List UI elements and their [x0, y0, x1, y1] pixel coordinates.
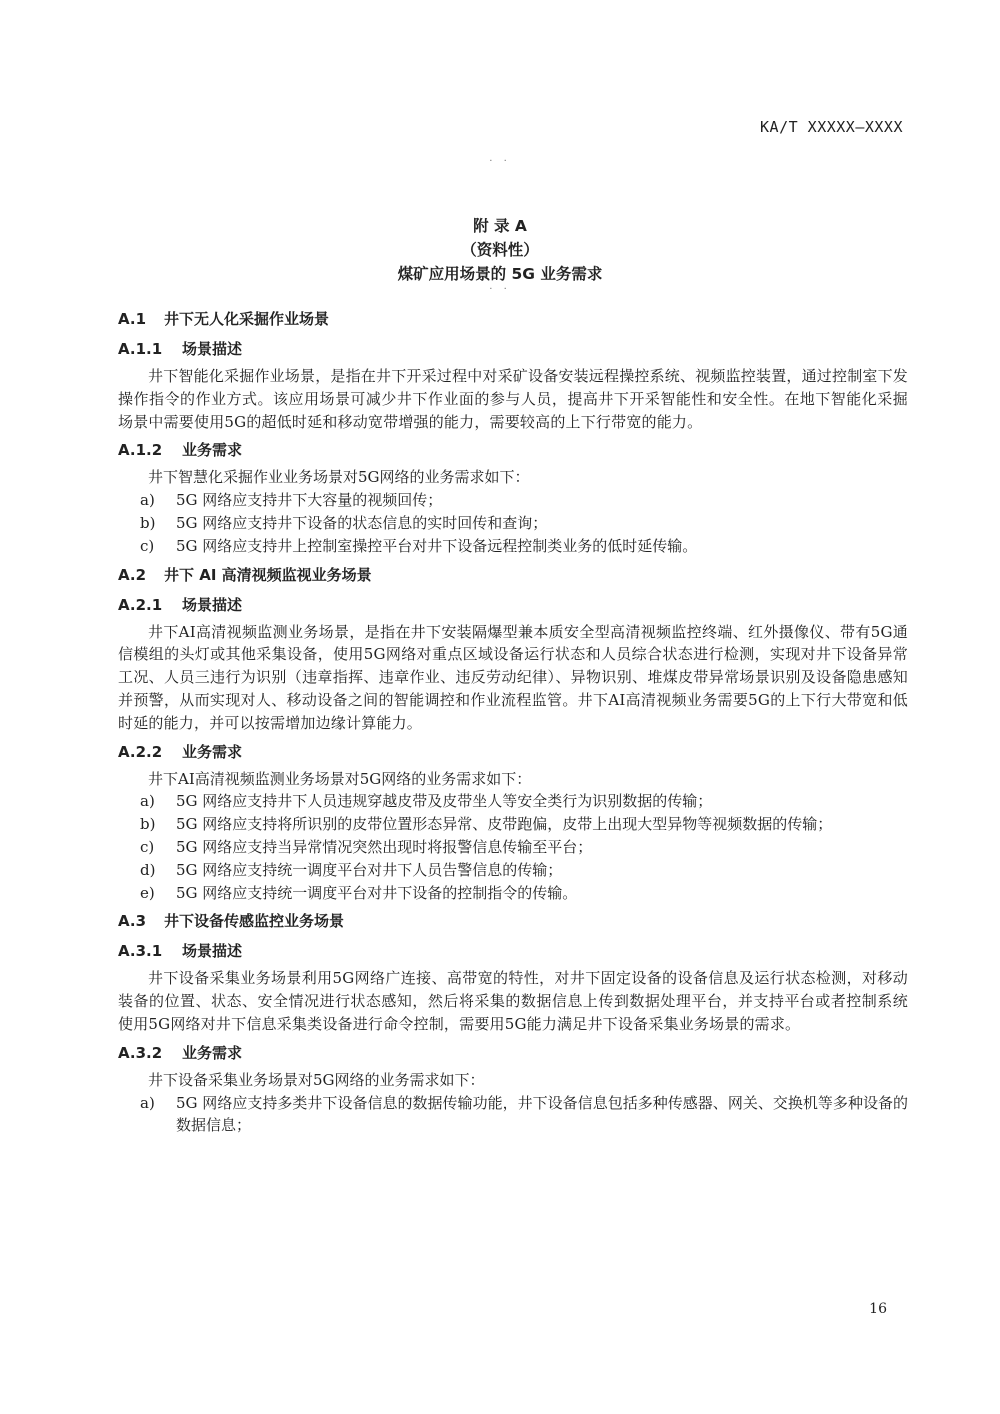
subsection-number: A.3.2	[118, 1043, 163, 1062]
list-item	[118, 859, 908, 882]
list-marker: a)	[140, 1093, 155, 1112]
subsection-title: 业务需求	[182, 742, 243, 761]
list-text: 5G 网络应支持将所识别的皮带位置形态异常、皮带跑偏，皮带上出现大型异物等视频数据的传输；	[176, 815, 833, 834]
scenario-description: 井下设备采集业务场景利用5G网络广连接、高带宽的特性，对井下固定设备的设备信息及运行状态检测，对移动装备的位置、状态、安全情况进行状态感知，然后将采集的数据信息上传到数据处理平台，并支持平台或者控制系统使用5G网络对井下信息采集类设备进行命令控制，需要用5G能力满足井下设备采集业务场景的需求。	[118, 969, 908, 1033]
list-text: 5G 网络应支持井上控制室操控平台对井下设备远程控制类业务的低时延传输。	[176, 536, 698, 555]
list-item	[118, 836, 908, 859]
subsection-heading	[118, 438, 908, 462]
list-marker: b)	[140, 513, 156, 532]
appendix-subtitle: 煤矿应用场景的 5G 业务需求	[397, 265, 603, 283]
scenario-description: 井下AI高清视频监测业务场景，是指在井下安装隔爆型兼本质安全型高清视频监控终端、红外摄像仪、带有5G通信模组的头灯或其他采集设备，使用5G网络对重点区域设备运行状态和人员综合状态进行检测，实现对井下设备异常工况、人员三违行为识别（违章指挥、违章作业、违反劳动纪律）、异物识别、堆煤皮带异常场景识别及设备隐患感知并预警，从而实现对人、移动设备之间的智能调控和作业流程监管。井下AI高清视频业务需要5G的上下行大带宽和低时延的能力，并可以按需增加边缘计算能力。	[118, 622, 908, 732]
section-number: A.3	[118, 912, 147, 931]
list-item	[118, 535, 908, 558]
decorative-dots: · ·	[489, 284, 511, 295]
list-marker: a)	[140, 491, 155, 510]
list-text: 5G 网络应支持统一调度平台对井下人员告警信息的传输；	[176, 860, 563, 879]
list-marker: c)	[140, 536, 155, 555]
requirements-intro: 井下AI高清视频监测业务场景对5G网络的业务需求如下：	[148, 769, 532, 788]
list-item	[118, 1092, 908, 1138]
scenario-description: 井下智能化采掘作业场景，是指在井下开采过程中对采矿设备安装远程操控系统、视频监控装置，通过控制室下发操作指令的作业方式。该应用场景可减少井下作业面的参与人员，提高井下开采智能性和安全性。在地下智能化采掘场景中需要使用5G的超低时延和移动宽带增强的能力，需要较高的上下行带宽的能力。	[118, 367, 909, 431]
list-marker: d)	[140, 860, 156, 879]
list-marker: c)	[140, 837, 155, 856]
subsection-number: A.2.1	[118, 595, 163, 614]
subsection-title: 场景描述	[182, 340, 243, 358]
list-marker: e)	[140, 883, 155, 902]
subsection-heading	[118, 740, 908, 764]
subsection-number: A.1.1	[118, 340, 163, 358]
section-title: 井下 AI 高清视频监视业务场景	[164, 565, 372, 584]
section-number: A.1	[118, 310, 147, 328]
decorative-dots: · ·	[489, 156, 511, 167]
list-item	[118, 790, 908, 813]
list-text: 5G 网络应支持多类井下设备信息的数据传输功能，井下设备信息包括多种传感器、网关、交换机等多种设备的数据信息；	[176, 1093, 908, 1135]
section-title: 井下设备传感监控业务场景	[164, 912, 345, 931]
subsection-number: A.1.2	[118, 441, 163, 460]
list-text: 5G 网络应支持统一调度平台对井下设备的控制指令的传输。	[176, 883, 578, 902]
list-item	[118, 882, 908, 905]
subsection-heading	[118, 939, 908, 963]
subsection-number: A.2.2	[118, 742, 163, 761]
subsection-title: 场景描述	[182, 595, 243, 614]
list-text: 5G 网络应支持井下大容量的视频回传；	[176, 491, 443, 510]
page-number: 16	[869, 1301, 887, 1317]
subsection-heading	[118, 593, 908, 617]
requirements-intro: 井下设备采集业务场景对5G网络的业务需求如下：	[148, 1070, 485, 1089]
list-text: 5G 网络应支持井下设备的状态信息的实时回传和查询；	[176, 513, 548, 532]
document-body	[118, 302, 908, 1137]
list-item	[118, 489, 908, 512]
subsection-title: 业务需求	[182, 441, 243, 460]
list-item	[118, 813, 908, 836]
section-title: 井下无人化采掘作业场景	[164, 310, 330, 328]
list-marker: a)	[140, 792, 155, 811]
section-heading	[118, 908, 908, 934]
subsection-heading	[118, 1041, 908, 1065]
list-text: 5G 网络应支持井下人员违规穿越皮带及皮带坐人等安全类行为识别数据的传输；	[176, 792, 713, 811]
subsection-heading	[118, 337, 908, 361]
subsection-number: A.3.1	[118, 942, 163, 961]
section-heading	[118, 306, 908, 332]
appendix-title: 附 录 A	[473, 217, 527, 235]
appendix-type: （资料性）	[461, 241, 539, 259]
list-marker: b)	[140, 815, 156, 834]
list-item	[118, 512, 908, 535]
appendix-heading	[0, 214, 1000, 286]
subsection-title: 场景描述	[182, 942, 243, 961]
list-text: 5G 网络应支持当异常情况突然出现时将报警信息传输至平台；	[176, 837, 593, 856]
section-heading	[118, 562, 908, 588]
subsection-title: 业务需求	[182, 1043, 243, 1062]
document-code: KA/T XXXXX—XXXX	[760, 118, 903, 136]
section-number: A.2	[118, 565, 147, 584]
requirements-intro: 井下智慧化采掘作业业务场景对5G网络的业务需求如下：	[148, 468, 530, 487]
